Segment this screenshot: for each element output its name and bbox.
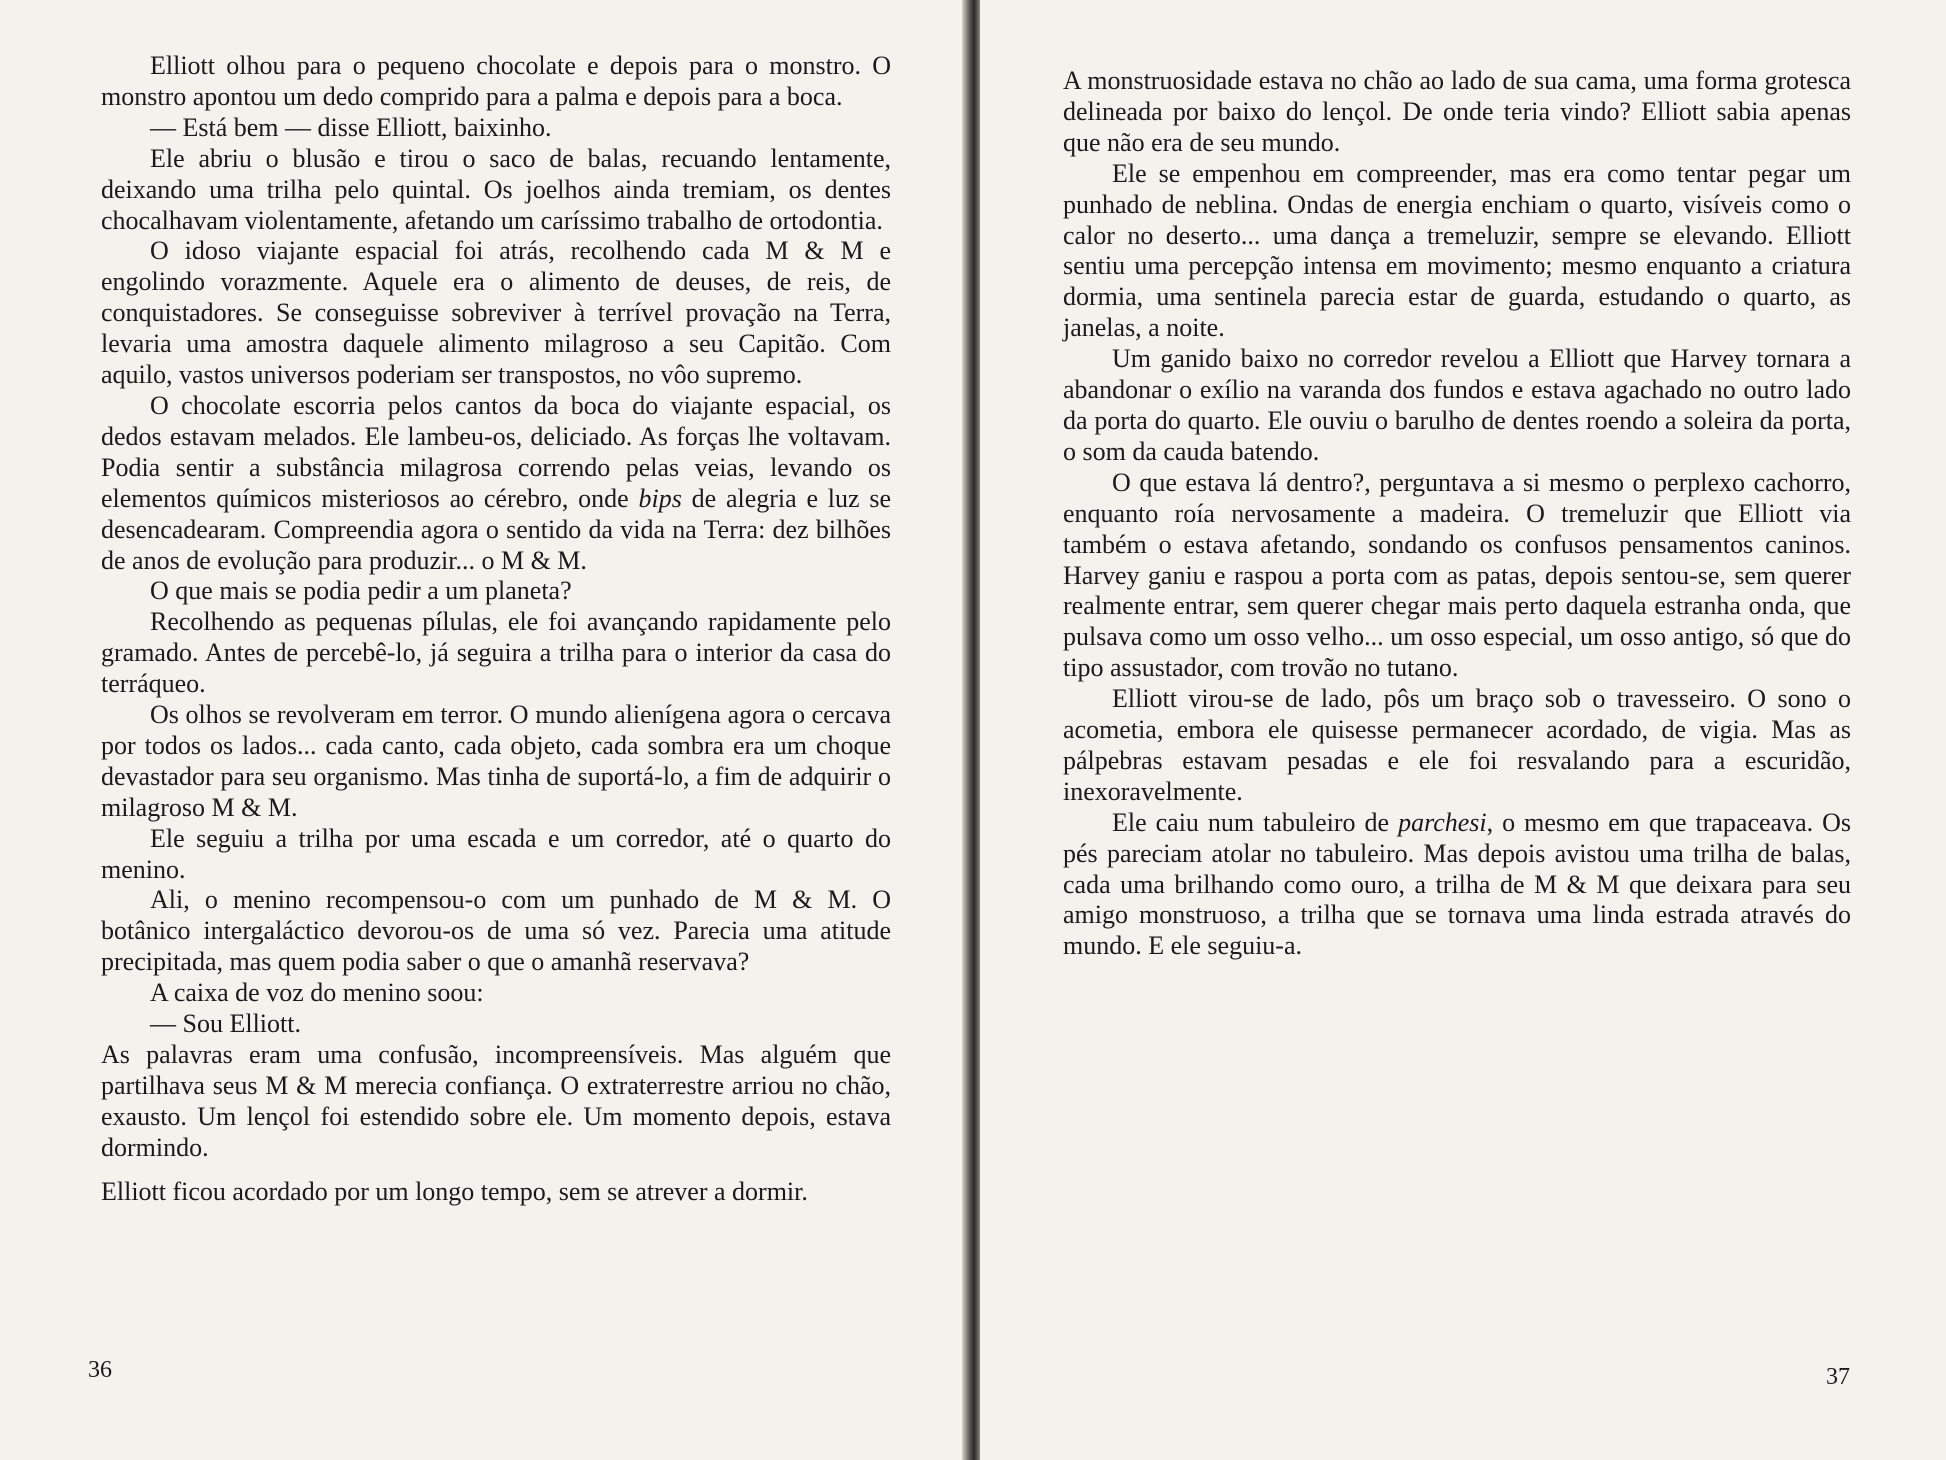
- right-page: [980, 0, 1946, 1460]
- right-page-text: [1063, 66, 1851, 962]
- paragraph: Elliott olhou para o pequeno chocolate e depois para o monstro. O monstro apontou um dedo comprido para a palma e depois para a boca.: [101, 51, 891, 111]
- paragraph: Um ganido baixo no corredor revelou a Elliott que Harvey tornara a abandonar o exílio na varanda dos fundos e estava agachado no outro lado da porta do quarto. Ele ouviu o barulho de dentes roendo a soleira da porta, o som da cauda batendo.: [1063, 344, 1851, 466]
- paragraph: Os olhos se revolveram em terror. O mundo alienígena agora o cercava por todos os lados... cada canto, cada objeto, cada sombra era um choque devastador para seu organismo. Mas tinha de suportá-lo, a fim de adquirir o milagroso M & M.: [101, 700, 891, 822]
- page-number: 37: [1826, 1364, 1850, 1390]
- italic-term: parchesi: [1398, 807, 1487, 837]
- paragraph: Recolhendo as pequenas pílulas, ele foi avançando rapidamente pelo gramado. Antes de percebê-lo, já seguira a trilha para o interior da casa do terráqueo.: [101, 607, 891, 699]
- paragraph: Ele se empenhou em compreender, mas era como tentar pegar um punhado de neblina. Ondas de energia enchiam o quarto, visíveis como o calor no deserto... uma dança a tremeluzir, sempre se elevando. Elliott sentiu uma percepção intensa em movimento; mesmo enquanto a criatura dormia, uma sentinela parecia estar de guarda, estudando o quarto, as janelas, a noite.: [1063, 158, 1851, 343]
- paragraph: O idoso viajante espacial foi atrás, recolhendo cada M & M e engolindo vorazmente. Aquele era o alimento de deuses, de reis, de conquistadores. Se conseguisse sobreviver à terrível provação na Terra, levaria uma amostra daquele alimento milagroso a seu Capitão. Com aquilo, vastos universos poderiam ser transpostos, no vôo supremo.: [101, 236, 891, 390]
- paragraph: Ali, o menino recompensou-o com um punhado de M & M. O botânico intergaláctico devorou-os de uma só vez. Parecia uma atitude precipitada, mas quem podia saber o que o amanhã reservava?: [101, 885, 891, 977]
- paragraph: Ele caiu num tabuleiro de parchesi, o mesmo em que trapaceava. Os pés pareciam atolar no tabuleiro. Mas depois avistou uma trilha de balas, cada uma brilhando como ouro, a trilha de M & M que deixara para seu amigo monstruoso, a trilha que se tornava uma linda estrada através do mundo. E ele seguiu-a.: [1063, 807, 1851, 961]
- paragraph: — Está bem — disse Elliott, baixinho.: [150, 112, 552, 142]
- italic-term: bips: [638, 483, 682, 513]
- paragraph: — Sou Elliott.: [150, 1009, 301, 1039]
- paragraph: O que mais se podia pedir a um planeta?: [150, 576, 572, 606]
- paragraph: O chocolate escorria pelos cantos da boca do viajante espacial, os dedos estavam melados. Ele lambeu-os, deliciado. As forças lhe voltavam. Podia sentir a substância milagrosa correndo pelas veias, levando os elementos químicos misteriosos ao cérebro, onde bips de alegria e luz se desencadearam. Compreendia agora o sentido da vida na Terra: dez bilhões de anos de evolução para produzir... o M & M.: [101, 390, 892, 575]
- left-page-text: [101, 51, 891, 1208]
- page-number: 36: [88, 1357, 112, 1383]
- paragraph: Elliott ficou acordado por um longo tempo, sem se atrever a dormir.: [101, 1176, 808, 1206]
- paragraph: O que estava lá dentro?, perguntava a si mesmo o perplexo cachorro, enquanto roía nervosamente a madeira. O tremeluzir que Elliott via também o estava afetando, sondando os confusos pensamentos caninos. Harvey ganiu e raspou a porta com as patas, depois sentou-se, sem querer realmente entrar, sem querer chegar mais perto daquela estranha onda, que pulsava como um osso velho... um osso especial, um osso antigo, só que do tipo assustador, com trovão no tutano.: [1063, 467, 1851, 683]
- paragraph: As palavras eram uma confusão, incompreensíveis. Mas alguém que partilhava seus M & M merecia confiança. O extraterrestre arriou no chão, exausto. Um lençol foi estendido sobre ele. Um momento depois, estava dormindo.: [101, 1040, 891, 1162]
- left-page: [0, 0, 966, 1460]
- paragraph: Ele abriu o blusão e tirou o saco de balas, recuando lentamente, deixando uma trilha pelo quintal. Os joelhos ainda tremiam, os dentes chocalhavam violentamente, afetando um caríssimo trabalho de ortodontia.: [101, 143, 891, 235]
- paragraph: Elliott virou-se de lado, pôs um braço sob o travesseiro. O sono o acometia, embora ele quisesse permanecer acordado, de vigia. Mas as pálpebras estavam pesadas e ele foi resvalando para a escuridão, inexoravelmente.: [1063, 684, 1851, 806]
- paragraph: A caixa de voz do menino soou:: [150, 978, 484, 1008]
- paragraph: Ele seguiu a trilha por uma escada e um corredor, até o quarto do menino.: [101, 823, 891, 884]
- paragraph: A monstruosidade estava no chão ao lado de sua cama, uma forma grotesca delineada por baixo do lençol. De onde teria vindo? Elliott sabia apenas que não era de seu mundo.: [1063, 66, 1851, 157]
